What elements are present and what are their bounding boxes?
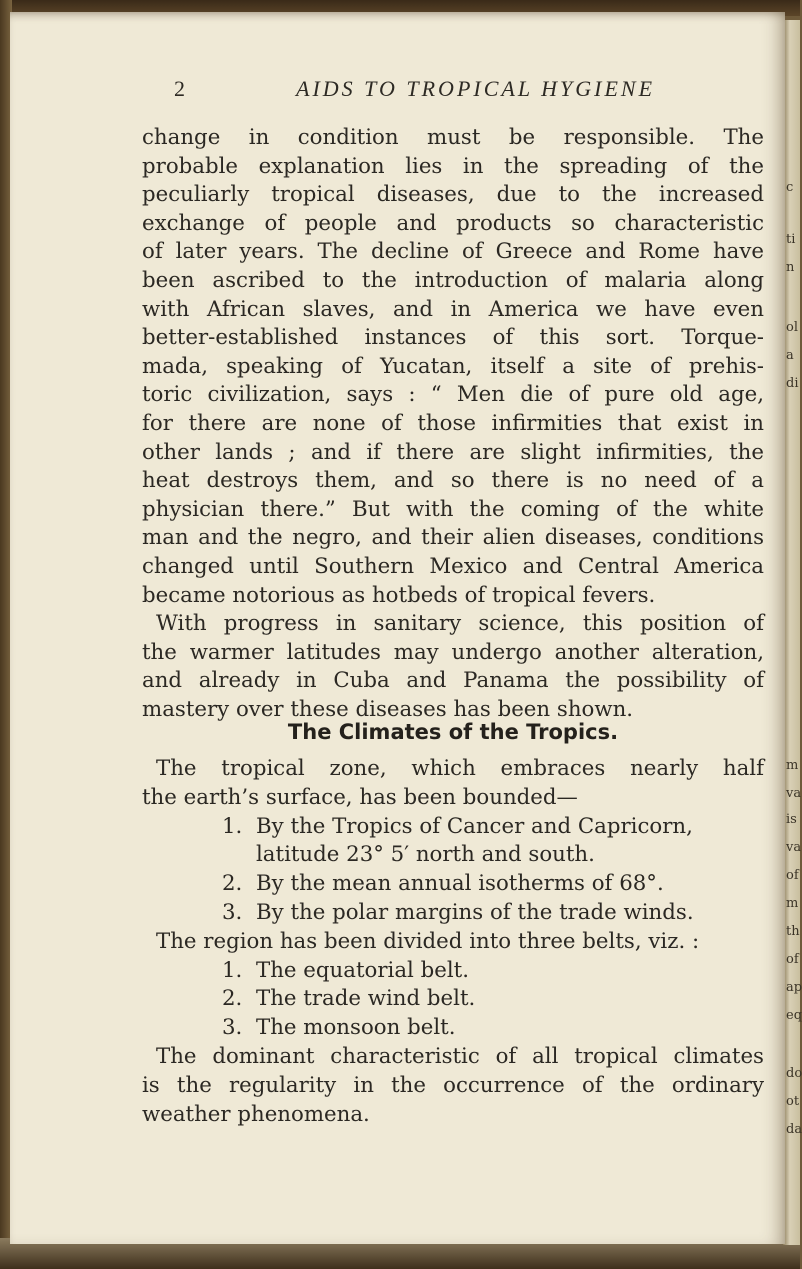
next-page-fragment: c bbox=[786, 180, 794, 195]
main-text bbox=[142, 124, 764, 724]
list-number: 3. bbox=[222, 1015, 243, 1041]
page-number: 2 bbox=[174, 76, 187, 101]
text-line: the earth’s surface, has been bounded— bbox=[142, 784, 578, 810]
list-item bbox=[142, 985, 764, 1014]
text-line: exchange of people and products so characteristic bbox=[142, 210, 764, 236]
text-line: and already in Cuba and Panama the possibility of bbox=[142, 668, 764, 694]
next-page-fragment: va bbox=[786, 786, 802, 801]
next-page-fragment: va bbox=[786, 840, 802, 855]
list-text: By the mean annual isotherms of 68°. bbox=[256, 871, 664, 897]
text-line: physician there.” But with the coming of the white bbox=[142, 496, 764, 522]
next-page-fragment: ol bbox=[786, 320, 798, 335]
list-item bbox=[142, 1014, 764, 1043]
text-line: mastery over these diseases has been shown. bbox=[142, 696, 634, 722]
text-line: for there are none of those infirmities that exist in bbox=[142, 410, 764, 436]
list-number: 2. bbox=[222, 871, 243, 897]
next-page-fragment: a bbox=[786, 348, 794, 363]
text-line: change in condition must be responsible. The bbox=[142, 125, 764, 150]
text-line: The dominant characteristic of all tropical climates bbox=[156, 1043, 764, 1069]
next-page-fragment: ap bbox=[786, 980, 802, 995]
next-page-fragment: th bbox=[786, 924, 800, 939]
text-line: with African slaves, and in America we have even bbox=[142, 296, 764, 322]
text-line: mada, speaking of Yucatan, itself a site of prehis- bbox=[142, 353, 764, 379]
next-page-fragment: n bbox=[786, 260, 795, 275]
text-line: is the regularity in the occurrence of the ordinary bbox=[142, 1072, 764, 1098]
list-item bbox=[142, 813, 764, 842]
list-item-continuation: latitude 23° 5′ north and south. bbox=[256, 842, 595, 868]
next-page-fragment: da bbox=[786, 1122, 802, 1137]
text-line: been ascribed to the introduction of malaria along bbox=[142, 267, 764, 293]
text-line: other lands ; and if there are slight infirmities, the bbox=[142, 439, 764, 465]
list-text: The monsoon belt. bbox=[256, 1015, 456, 1041]
text-line: toric civilization, says : “ Men die of pure old age, bbox=[142, 382, 764, 408]
adjacent-page-sliver bbox=[783, 20, 800, 1245]
next-page-fragment: do bbox=[786, 1066, 802, 1081]
list-item bbox=[142, 870, 764, 899]
text-line: The tropical zone, which embraces nearly half bbox=[156, 756, 764, 781]
list-text: The trade wind belt. bbox=[256, 986, 476, 1012]
next-page-fragment: m bbox=[786, 896, 799, 911]
list-number: 2. bbox=[222, 986, 243, 1012]
list-item bbox=[142, 899, 764, 928]
list-item bbox=[142, 957, 764, 986]
climates-section bbox=[142, 755, 764, 1129]
text-line: the warmer latitudes may undergo another alteration, bbox=[142, 639, 764, 665]
next-page-fragment: of bbox=[786, 868, 799, 883]
text-line: The region has been divided into three belts, viz. : bbox=[156, 928, 700, 954]
running-title: AIDS TO TROPICAL HYGIENE bbox=[296, 76, 656, 101]
next-page-fragment: ot bbox=[786, 1094, 800, 1109]
text-line: heat destroys them, and so there is no need of a bbox=[142, 468, 764, 494]
list-number: 1. bbox=[222, 813, 243, 839]
list-text: By the Tropics of Cancer and Capricorn, bbox=[256, 813, 693, 839]
text-line: peculiarly tropical diseases, due to the increased bbox=[142, 182, 764, 208]
section-heading: The Climates of the Tropics. bbox=[287, 720, 619, 744]
text-line: better-established instances of this sort. Torque- bbox=[142, 325, 764, 351]
text-line: man and the negro, and their alien diseases, conditions bbox=[142, 525, 764, 551]
text-line: weather phenomena. bbox=[142, 1101, 370, 1127]
text-line: probable explanation lies in the spreading of the bbox=[142, 153, 764, 179]
list-text: By the polar margins of the trade winds. bbox=[256, 899, 694, 925]
next-page-fragment: di bbox=[786, 376, 799, 391]
text-line: With progress in sanitary science, this position of bbox=[156, 611, 764, 637]
list-number: 1. bbox=[222, 957, 243, 983]
list-number: 3. bbox=[222, 899, 243, 925]
next-page-fragment: m bbox=[786, 758, 799, 773]
next-page-fragment: is bbox=[786, 812, 797, 827]
next-page-fragment: eq bbox=[786, 1008, 802, 1023]
text-line: became notorious as hotbeds of tropical fevers. bbox=[142, 582, 656, 608]
text-line: changed until Southern Mexico and Central America bbox=[142, 553, 764, 579]
next-page-fragment: of bbox=[786, 952, 799, 967]
next-page-fragment: ti bbox=[786, 232, 796, 247]
text-line: of later years. The decline of Greece and Rome have bbox=[142, 239, 764, 265]
list-text: The equatorial belt. bbox=[256, 957, 469, 983]
